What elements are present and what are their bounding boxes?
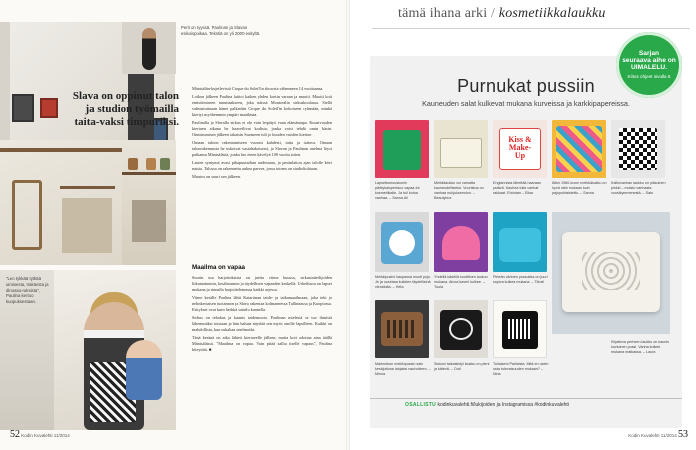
badge-line-2: seuraava aihe on UIMALELU. [622,56,676,71]
bag-photo-9 [375,300,429,358]
paragraph: Paulinalla ja Slavalla sirkus ei ole vain leipätyö vaan elämäntapa. Kuusivuoden kiertuen aikana he haaveilivat kodista, jonka voisi tehdä omin käsin. Onnistumisen jälkeen takaisin Suomeen tuli jo kuuden vuoden kiertue. [192,120,332,138]
bag-photo-3: Kiss & Make-Up [493,120,547,178]
paragraph: Omaan taloon rakentamiseen vuorasi kahdesti, tuttu ja taitava. Omaan talonrakennusta he uskoivat vastahakoisesti, ja Slavan ja Paulinan unelma löysi paikansa Mäntsälästä, jonka luo eteen kävelyä 100 vuotta sitten. [192,140,332,158]
bag-caption-2: Meikkilaukku voi vamatta kauneudelliseksi. Vuoristoa on vanhaa nuhjuksenolon. – Beautybox [434,181,484,200]
header-rule [372,28,690,29]
paragraph: Muutos on suuri sen jälkeen. [192,174,241,180]
bag-photo-2 [434,120,488,178]
bag-caption-5: Kalliovanhan laukku on pikkuinen pinkki – muisto vanhasta vuosikymmenestä. – Satu [611,181,666,195]
article-column-1 [192,86,332,182]
subhead: Maailma on vapaa [192,264,245,271]
bag-caption-11: Tuliaiseni Pariisista. Mitä en usein osta tulevaisuuden mukaan? – Nina [493,362,549,376]
magazine-name: Kodin Kuvalehti 11/2014 [628,433,677,438]
bag-caption-10: Siskoni taikasiistyi laukku on pieni ja kätevä. – Outi [434,362,490,371]
magazine-name: Kodin Kuvalehti 11/2014 [21,433,70,438]
bag-photo-5 [611,120,665,178]
bag-caption-3: Englannista lähettää haaraan ystävä. Kauhea tulla vanhat rakkaat. Ehdotan – Elisa [493,181,541,195]
participate-label: OSALLISTU [405,402,437,408]
left-folio [10,429,70,440]
bag-photo-1 [375,120,429,178]
bag-photo-11 [493,300,547,358]
bag-photo-6 [375,212,429,272]
bag-photo-8 [493,212,547,272]
page-number: 53 [678,429,688,440]
section-prefix: tämä ihana arki [398,6,488,21]
bag-photo-10 [434,300,488,358]
gutter [346,0,350,450]
badge-line-1: Sarjan [638,49,660,57]
bag-caption-7: Yhdellä kädellä koottiinen laukun mukana. Ainoa kaveri kulkee. – Tuula [434,275,488,289]
article-column-2 [192,262,332,355]
mother-child-photo [54,270,176,430]
bag-photo-4 [552,120,606,178]
page-number: 52 [10,429,20,440]
bag-caption-8: Pirteän värinen pussukka on juuri sopiva kulkea mukana. – Tiinali [493,275,548,284]
studio-photo [122,22,176,74]
section-slash: / [491,6,496,21]
section-header [398,6,690,22]
bag-caption-4: Äitini 1960-luvun meikkilaukku on hyvä näin mukaan kuin pajupuhtaistettu. – Sanna [552,181,607,195]
bag-caption-12: Kirjaileva perheen laukku on kaunis kuvioinen pussi. Vanha kulkee mukana matkassa. – Laura [611,340,670,354]
child-caption: "Leo tykkää tytkää uimisesta, trakteista ja dinosau-ruksista", Paulina kertoo kuopuksestaan. [6,276,49,305]
pull-quote: Slava on oppinut talon ja studion työmailla taita-vaksi timpuriksi. [72,90,179,128]
bag-photo-12 [552,212,670,334]
participate-footer [405,402,685,408]
bag-caption-6: Meikkipusini kaupassa muoti pujo. Je ja uusintaa kukkien täydellisinä vierailuita. – Heta [375,275,431,289]
feature-subtitle: Kauneuden salat kulkevat mukana kurveissa ja karkkipapereissa. [422,99,630,108]
participate-text[interactable]: kodinkuvalehti.fi/lukijoiden ja Instagramissa #kodinkuvalehti [437,402,569,408]
section-category: kosmetiikkalaukku [498,6,606,21]
shelf-photo [122,140,176,265]
paragraph: Lasten syntymä avasi pihapuutarhan uudestaan, ja pesänlaiton ajan talolle kävi naisia. Talossa on rakennettu aukea parvea, jossa toinen on studiokohtaan. [192,160,332,172]
badge-line-3: Kiitos ohjeet sivulla 6 [627,73,671,79]
bag-caption-1: Lapsettomuuskonin pärttykaluperlauo vapaa-tui kosmetiikalle. Ja tuli kotoa vanhaa. – Sanna Ali [375,181,420,200]
feature-title: Purnukat pussiin [457,76,595,96]
paragraph: Viime kesälle Paulina lähti Katariinan taide- ja taikamaailmaan, joka teki jo nelinkertaisen tuotannon ja Slava rakentaa kolmannessa Tallinnassa ja Kuopiossa. Esitykset ovat kuin herkkä satuilu kannella. [192,294,332,312]
right-folio [628,429,688,440]
paragraph: Tänä kesänä on aika lähteä kiertueelle jälleen, mutta koti odottaa aina täällä Mäntsälässä. "Maailma on vapaa. Vain pitää sallia itselle vapaus", Paulina kiteyttää. ■ [192,335,332,353]
studio-caption: Perit on tyyssä. Paulinan ja Slavan esikoispoikaa. Tekstiä on yli 2000 esityltä. [181,25,261,36]
footer-rule [370,398,682,399]
paragraph: Mäntsälän-kujetlevistä Cirque du Soleil'in showsta vähenneen 14 vuottaansa. [192,86,324,91]
bag-photo-7 [434,212,488,272]
bag-caption-9: Marimekon meikkipussin sain kesäjuttuna lahjaksi nauhotteen. – Minna [375,362,431,376]
paragraph: Loikon jälkeen Paulina laittoi kaiken yhden kortin varaan ja muutti. Muutti koti entisöimiseen muuttaakseen, joka näissä Montrealin sirkuskoulassa. Siellä valmistuttuaan hänet palkattiin Cirque du Soleil'in kokoiseen ryhmään, minkä kiertyi myöhemmin ympäri maailmaa. [192,94,332,118]
paragraph: Sirkus on tehokas ja kaunis taidemuoto. Paulinan mielestä se tuo ihmisiä lähemmäksi toisiaan ja hän haluaa näyttää sen myös omille lapsilleen. Kaikki on mahdollista, kun uskaltaa unelmoida. [192,314,332,333]
paragraph: Suurin osa harjoituksista on jaettu viime kuussa, sirkustaiteilijoiden liikuntatunnin, kesäluonnon ja täydellisen vapauden keskellä. Urheilussa on lapset mukana ja rinnalla harjoittelemassa kaikki arjessa. [192,274,332,292]
